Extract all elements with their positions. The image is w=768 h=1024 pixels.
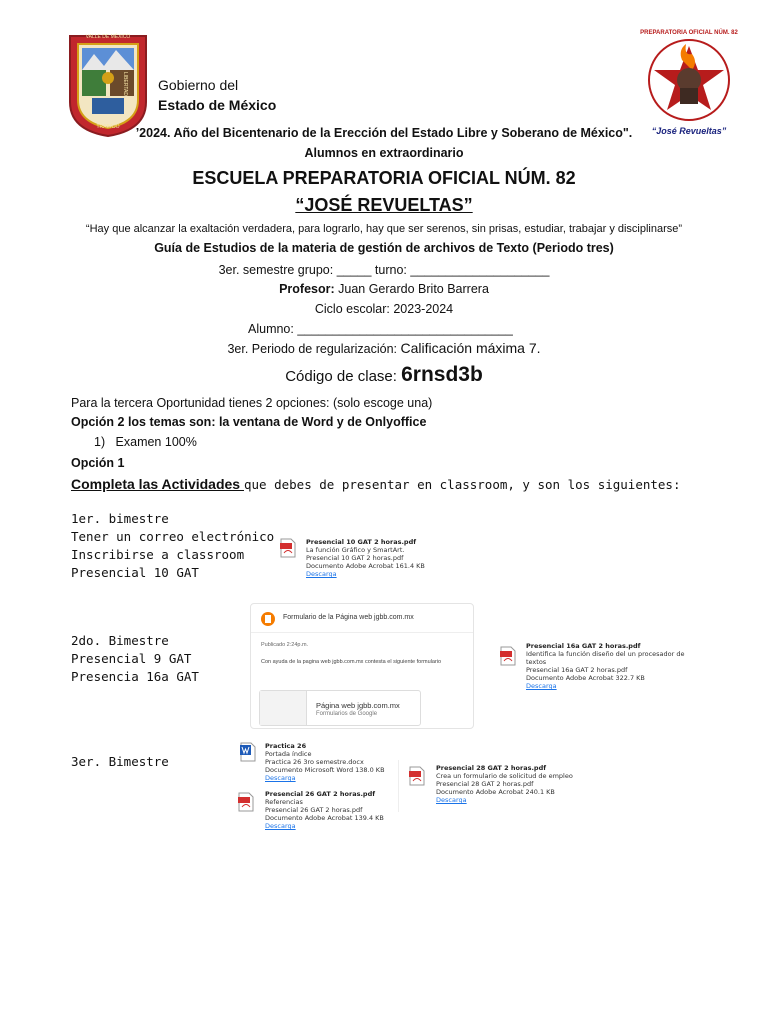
att-line3: Documento Microsoft Word 138.0 KB bbox=[265, 766, 385, 774]
school-title: ESCUELA PREPARATORIA OFICIAL NÚM. 82 bbox=[192, 168, 576, 188]
pdf-icon bbox=[500, 646, 516, 666]
attachment-presencial-10[interactable] bbox=[280, 538, 440, 584]
att-line2: Presencial 16a GAT 2 horas.pdf bbox=[526, 666, 628, 674]
logo-bottom-text: “José Revueltas” bbox=[651, 126, 727, 136]
period-value: Calificación máxima 7. bbox=[400, 340, 541, 356]
b2-item1: Presencial 9 GAT bbox=[71, 651, 192, 666]
activities-line bbox=[71, 476, 680, 492]
att-title: Presencial 28 GAT 2 horas.pdf bbox=[436, 764, 547, 772]
seal-top-text: VALLE DE MÉXICO bbox=[85, 34, 131, 40]
professor-name: Juan Gerardo Brito Barrera bbox=[334, 282, 489, 296]
option2-text: Opción 2 los temas son: la ventana de Word y de Onlyoffice bbox=[71, 415, 427, 429]
att-line1: Referencias bbox=[265, 798, 303, 806]
attachment-presencial-28[interactable] bbox=[398, 760, 589, 812]
att-title: Practica 26 bbox=[265, 742, 307, 750]
download-link[interactable]: Descarga bbox=[526, 682, 557, 690]
class-code-line bbox=[0, 363, 768, 387]
att-title: Presencial 16a GAT 2 horas.pdf bbox=[526, 642, 641, 650]
cycle-line: Ciclo escolar: 2023-2024 bbox=[314, 302, 454, 316]
period-line bbox=[0, 340, 768, 356]
att-line1: La función Gráfico y SmartArt. bbox=[306, 546, 405, 554]
att-line1: Crea un formulario de solicitud de empleo bbox=[436, 772, 573, 780]
b1-item3: Presencial 10 GAT bbox=[71, 565, 199, 580]
year-banner: ’2024. Año del Bicentenario de la Erección del Estado Libre y Soberano de México". bbox=[135, 126, 633, 140]
b2-item2: Presencia 16a GAT bbox=[71, 669, 199, 684]
att-line2: Presencial 10 GAT 2 horas.pdf bbox=[306, 554, 404, 562]
form-card[interactable] bbox=[250, 603, 474, 729]
att-line1: Portada índice bbox=[265, 750, 312, 758]
form-sub-caption: Formularios de Google bbox=[316, 711, 378, 717]
word-icon bbox=[240, 742, 256, 762]
prepa-82-logo bbox=[640, 30, 738, 140]
attachment-practica-26[interactable] bbox=[240, 742, 400, 786]
b3-title: 3er. Bimestre bbox=[71, 754, 169, 769]
quote: “Hay que alcanzar la exaltación verdadera, para lograrlo, hay que ser serenos, sin prisas, estudiar, trabajar y disciplinarse” bbox=[85, 223, 683, 235]
att-line2: Practica 26 3ro semestre.docx bbox=[265, 758, 364, 766]
option1-text: Opción 1 bbox=[71, 456, 125, 470]
download-link[interactable]: Descarga bbox=[265, 822, 296, 830]
student-line: Alumno: _______________________________ bbox=[248, 322, 513, 336]
seal-right-text: LIBERTAD bbox=[122, 72, 128, 96]
download-link[interactable]: Descarga bbox=[436, 796, 467, 804]
estado-mexico-seal bbox=[64, 32, 152, 138]
form-title[interactable]: Formulario de la Página web jgbb.com.mx bbox=[283, 614, 414, 621]
subtitle: Alumnos en extraordinario bbox=[304, 146, 464, 160]
semester-line: 3er. semestre grupo: _____ turno: ____________________ bbox=[218, 263, 550, 277]
b1-item2: Inscribirse a classroom bbox=[71, 547, 245, 562]
b1-title: 1er. bimestre bbox=[71, 511, 169, 526]
form-thumbnail bbox=[260, 691, 307, 725]
att-line3: Documento Adobe Acrobat 240.1 KB bbox=[436, 788, 555, 796]
professor-line bbox=[0, 282, 768, 296]
form-subcard[interactable] bbox=[259, 690, 421, 726]
b2-title: 2do. Bimestre bbox=[71, 633, 169, 648]
bimestre2 bbox=[71, 632, 199, 686]
att-line2: Presencial 28 GAT 2 horas.pdf bbox=[436, 780, 534, 788]
professor-label: Profesor: bbox=[279, 282, 335, 296]
att-line2: Presencial 26 GAT 2 horas.pdf bbox=[265, 806, 363, 814]
period-label: 3er. Periodo de regularización: bbox=[227, 342, 401, 356]
activities-link[interactable]: Completa las Actividades bbox=[71, 476, 244, 492]
att-line1: Identifica la función diseño del un procesador de textos bbox=[526, 650, 685, 666]
forms-icon bbox=[261, 612, 275, 626]
att-title: Presencial 26 GAT 2 horas.pdf bbox=[265, 790, 376, 798]
bimestre1 bbox=[71, 510, 274, 582]
pdf-icon bbox=[409, 766, 425, 786]
guide-title: Guía de Estudios de la materia de gestión de archivos de Texto (Periodo tres) bbox=[154, 241, 614, 255]
pdf-icon bbox=[280, 538, 296, 558]
school-name: “JOSÉ REVUELTAS” bbox=[295, 195, 473, 215]
seal-bottom-text: TRABAJO bbox=[96, 124, 120, 130]
download-link[interactable]: Descarga bbox=[306, 570, 337, 578]
form-sub-title: Página web jgbb.com.mx bbox=[316, 701, 400, 710]
att-line3: Documento Adobe Acrobat 161.4 KB bbox=[306, 562, 425, 570]
att-title: Presencial 10 GAT 2 horas.pdf bbox=[306, 538, 417, 546]
gov-line1: Gobierno del bbox=[158, 77, 239, 93]
class-code-label: Código de clase: bbox=[285, 368, 402, 385]
b1-item1: Tener un correo electrónico bbox=[71, 529, 275, 544]
class-code-value: 6rnsd3b bbox=[401, 363, 483, 386]
attachment-presencial-26[interactable] bbox=[238, 790, 398, 836]
activities-rest: que debes de presentar en classroom, y son los siguientes: bbox=[243, 477, 681, 492]
gov-line2: Estado de México bbox=[158, 97, 277, 113]
download-link[interactable]: Descarga bbox=[265, 774, 296, 782]
intro-text: Para la tercera Oportunidad tienes 2 opciones: (solo escoge una) bbox=[71, 396, 433, 410]
att-line3: Documento Adobe Acrobat 322.7 KB bbox=[526, 674, 645, 682]
form-desc: Con ayuda de la pagina web jgbb.com.mx contesta el siguiente formulario bbox=[261, 659, 442, 665]
exam-item: 1) Examen 100% bbox=[94, 435, 197, 449]
attachment-presencial-16a[interactable] bbox=[500, 642, 700, 690]
pdf-icon bbox=[238, 792, 254, 812]
att-line3: Documento Adobe Acrobat 139.4 KB bbox=[265, 814, 384, 822]
form-published: Publicado 2:24p.m. bbox=[261, 642, 309, 648]
logo-top-text: PREPARATORIA OFICIAL NÚM. 82 bbox=[640, 30, 738, 36]
